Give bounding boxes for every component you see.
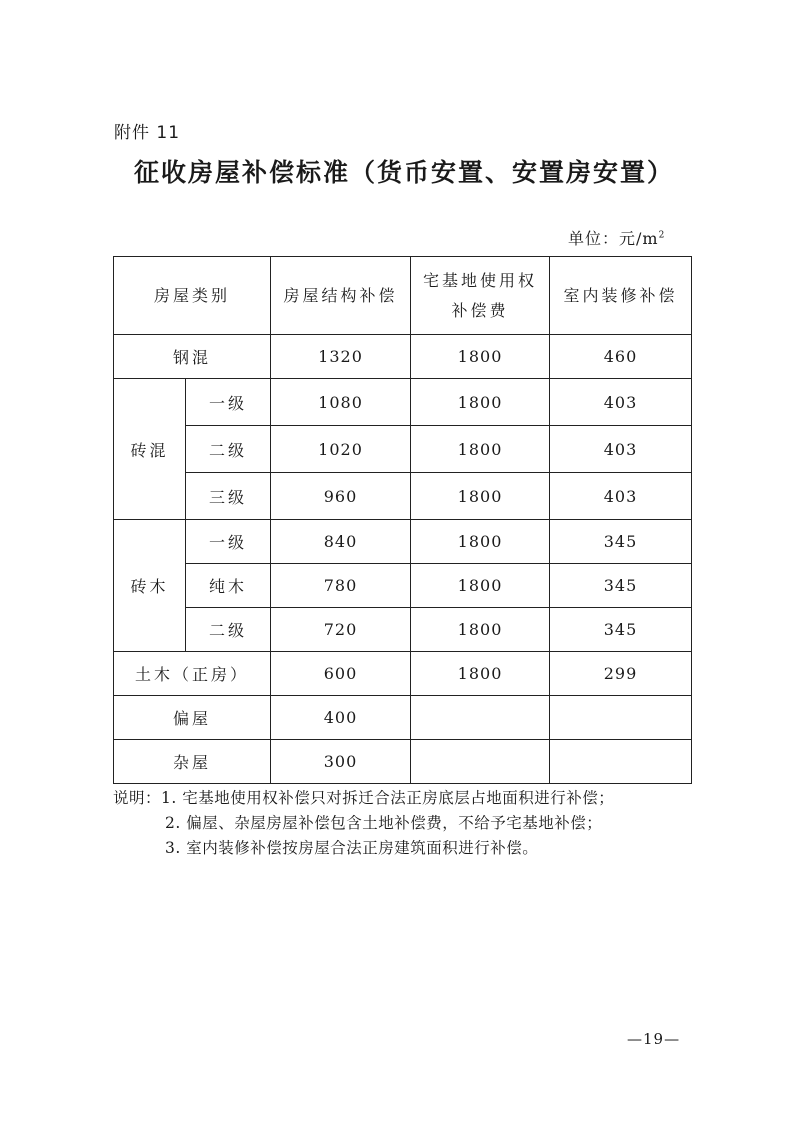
page-number: —19— — [627, 1030, 681, 1048]
structure-value: 780 — [271, 564, 411, 608]
table-header-row — [114, 257, 692, 335]
structure-value: 840 — [271, 520, 411, 564]
unit-prefix: 单位：元/m — [568, 229, 659, 248]
grade-label: 纯木 — [186, 564, 271, 608]
land-value: 1800 — [411, 652, 550, 696]
decoration-value — [550, 740, 692, 784]
note-item: 1. 宅基地使用权补偿只对拆迁合法正房底层占地面积进行补偿； — [161, 789, 615, 807]
unit-label — [568, 226, 665, 249]
row-label: 土木（正房） — [114, 652, 271, 696]
decoration-value: 299 — [550, 652, 692, 696]
compensation-table — [113, 256, 692, 784]
grade-label: 一级 — [186, 379, 271, 426]
header-land — [411, 257, 550, 335]
land-value: 1800 — [411, 473, 550, 520]
decoration-value: 345 — [550, 608, 692, 652]
row-label: 杂屋 — [114, 740, 271, 784]
grade-label: 二级 — [186, 426, 271, 473]
table-row — [114, 652, 692, 696]
group-label: 砖混 — [114, 379, 186, 520]
table-row — [114, 426, 692, 473]
row-label: 偏屋 — [114, 696, 271, 740]
note-line-3 — [113, 836, 614, 861]
note-line-1 — [113, 786, 614, 811]
unit-superscript: 2 — [658, 230, 666, 241]
structure-value: 1320 — [271, 335, 411, 379]
structure-value: 600 — [271, 652, 411, 696]
table-row — [114, 335, 692, 379]
table-row — [114, 520, 692, 564]
decoration-value — [550, 696, 692, 740]
header-category: 房屋类别 — [114, 257, 271, 335]
table-row — [114, 379, 692, 426]
land-value: 1800 — [411, 608, 550, 652]
grade-label: 一级 — [186, 520, 271, 564]
notes-section — [113, 786, 614, 861]
land-value: 1800 — [411, 520, 550, 564]
header-land-line1: 宅基地使用权 — [423, 270, 538, 290]
notes-prefix: 说明： — [113, 789, 162, 807]
row-label: 钢混 — [114, 335, 271, 379]
decoration-value: 460 — [550, 335, 692, 379]
land-value — [411, 740, 550, 784]
group-label: 砖木 — [114, 520, 186, 652]
page-title: 征收房屋补偿标准（货币安置、安置房安置） — [134, 158, 675, 187]
decoration-value: 403 — [550, 426, 692, 473]
decoration-value: 403 — [550, 379, 692, 426]
structure-value: 960 — [271, 473, 411, 520]
note-item: 2. 偏屋、杂屋房屋补偿包含土地补偿费，不给予宅基地补偿； — [165, 814, 603, 832]
table-row — [114, 608, 692, 652]
decoration-value: 403 — [550, 473, 692, 520]
table-row — [114, 740, 692, 784]
grade-label: 二级 — [186, 608, 271, 652]
structure-value: 1020 — [271, 426, 411, 473]
land-value — [411, 696, 550, 740]
attachment-label: 附件 11 — [114, 123, 181, 143]
decoration-value: 345 — [550, 520, 692, 564]
header-land-line2: 补偿费 — [451, 300, 509, 320]
header-decoration: 室内装修补偿 — [550, 257, 692, 335]
structure-value: 400 — [271, 696, 411, 740]
grade-label: 三级 — [186, 473, 271, 520]
decoration-value: 345 — [550, 564, 692, 608]
header-structure: 房屋结构补偿 — [271, 257, 411, 335]
structure-value: 720 — [271, 608, 411, 652]
land-value: 1800 — [411, 379, 550, 426]
land-value: 1800 — [411, 564, 550, 608]
table-row — [114, 473, 692, 520]
land-value: 1800 — [411, 426, 550, 473]
note-line-2 — [113, 811, 614, 836]
land-value: 1800 — [411, 335, 550, 379]
table-row — [114, 564, 692, 608]
table-row — [114, 696, 692, 740]
structure-value: 300 — [271, 740, 411, 784]
structure-value: 1080 — [271, 379, 411, 426]
note-item: 3. 室内装修补偿按房屋合法正房建筑面积进行补偿。 — [165, 839, 539, 857]
